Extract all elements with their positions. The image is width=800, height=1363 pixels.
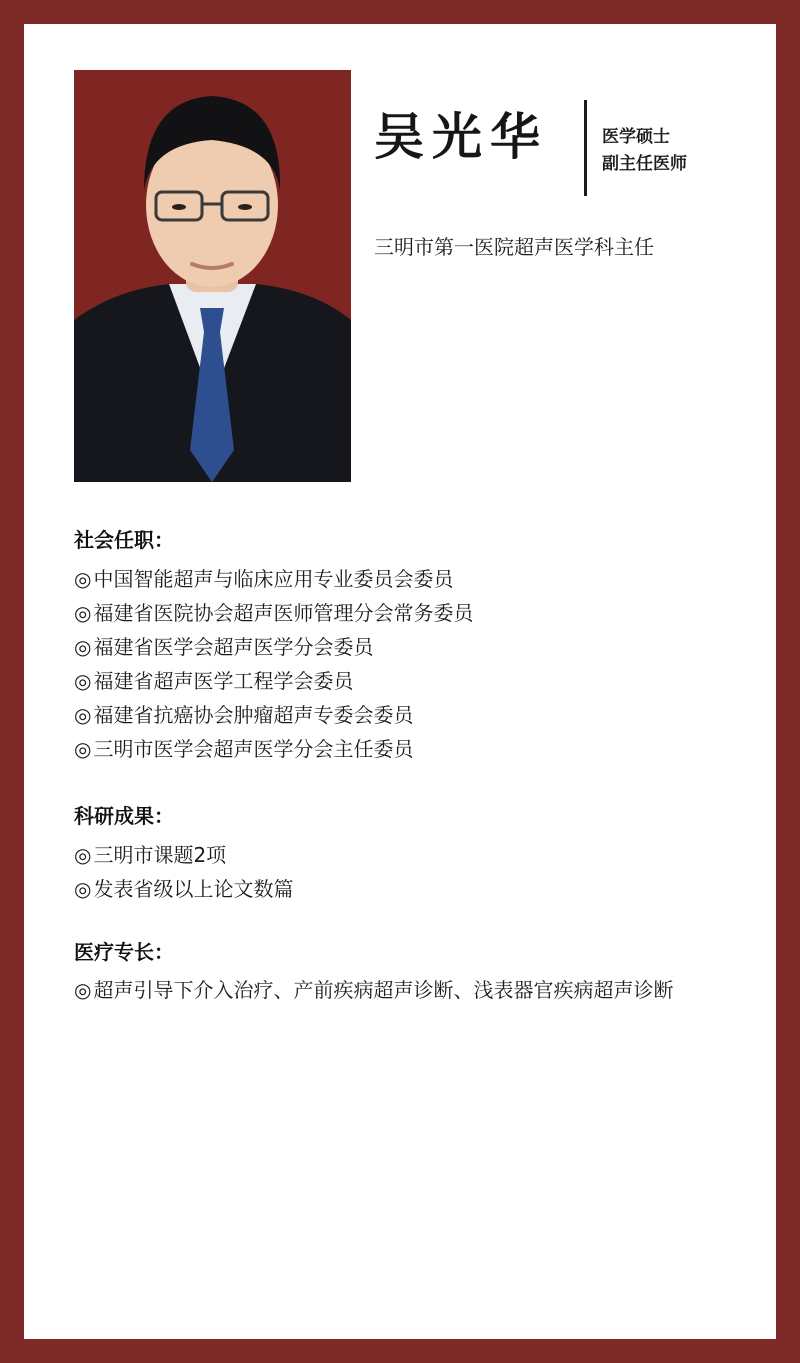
list-item: ◎ 福建省抗癌协会肿瘤超声专委会委员 [74, 703, 414, 727]
academic-titles [602, 124, 687, 178]
list-item: ◎ 中国智能超声与临床应用专业委员会委员 [74, 567, 454, 591]
doctor-name: 吴光华 [374, 107, 548, 166]
list-item: ◎ 发表省级以上论文数篇 [74, 877, 294, 901]
list-item: ◎ 福建省医院协会超声医师管理分会常务委员 [74, 601, 474, 625]
social-positions-section [74, 524, 744, 766]
bullet-icon: ◎ [74, 737, 92, 761]
expertise-section [74, 936, 744, 1006]
bullet-icon: ◎ [74, 567, 92, 591]
list-item: ◎ 三明市医学会超声医学分会主任委员 [74, 737, 414, 761]
bullet-icon: ◎ [74, 601, 92, 625]
section-heading: 社会任职： [74, 528, 174, 552]
doctor-portrait [74, 70, 351, 482]
list-item: ◎ 三明市课题2项 [74, 843, 227, 867]
bullet-icon: ◎ [74, 843, 92, 867]
job-position: 三明市第一医院超声医学科主任 [374, 235, 654, 259]
degree-title: 医学硕士 [602, 127, 670, 147]
list-item: ◎ 福建省医学会超声医学分会委员 [74, 635, 374, 659]
bullet-icon: ◎ [74, 877, 92, 901]
bullet-icon: ◎ [74, 669, 92, 693]
bullet-icon: ◎ [74, 703, 92, 727]
list-item: ◎ 福建省超声医学工程学会委员 [74, 669, 354, 693]
bullet-icon: ◎ [74, 978, 92, 1002]
profile-card [24, 24, 776, 1339]
title-divider [584, 100, 587, 196]
section-heading: 医疗专长： [74, 940, 174, 964]
section-heading: 科研成果： [74, 804, 174, 828]
list-item: ◎ 超声引导下介入治疗、产前疾病超声诊断、浅表器官疾病超声诊断 [74, 978, 674, 1002]
research-section [74, 800, 744, 906]
bullet-icon: ◎ [74, 635, 92, 659]
professional-title: 副主任医师 [602, 154, 687, 174]
